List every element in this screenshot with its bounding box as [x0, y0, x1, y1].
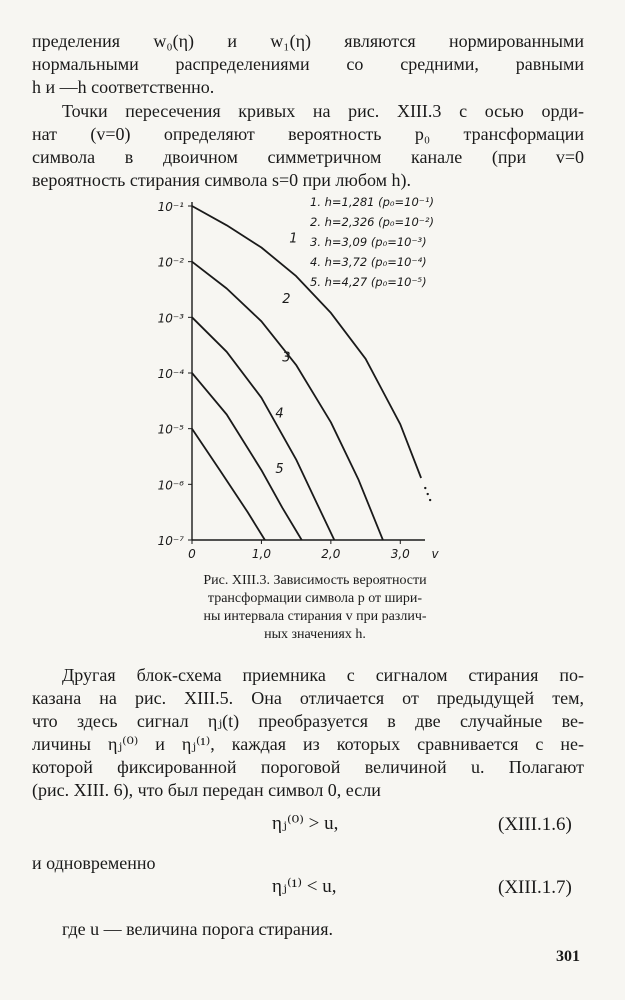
text-line: (рис. XIII. 6), что был передан символ 0, если — [32, 780, 381, 800]
text-line: h и —h соответственно. — [32, 77, 215, 97]
paragraph-2 — [32, 100, 584, 192]
figure-xiii-3-chart — [150, 190, 470, 570]
text-line: личины ηⱼ⁽⁰⁾ и ηⱼ⁽¹⁾, каждая из которых сравнивается с не- — [32, 734, 584, 754]
curve-4 — [192, 373, 302, 540]
text-line: нормальными распределениями со средними, равными — [32, 54, 584, 74]
legend-entry: 1. h=1,281 (p₀=10⁻¹) — [310, 195, 434, 209]
curve-label-1: 1 — [289, 231, 298, 247]
page-number: 301 — [556, 948, 580, 965]
legend-entry: 5. h=4,27 (p₀=10⁻⁵) — [310, 275, 427, 289]
equation-number: (XIII.1.7) — [498, 877, 572, 898]
curve-5 — [192, 429, 265, 540]
equation-xiii-1-7: ηⱼ⁽¹⁾ < u, — [272, 876, 337, 897]
text-line: Точки пересечения кривых на рис. XIII.3 с осью орди- — [62, 101, 584, 121]
y-tick-label: 10⁻⁶ — [157, 478, 184, 493]
caption-line: ных значениях h. — [264, 627, 366, 642]
y-tick-label: 10⁻⁷ — [157, 534, 184, 548]
legend-entry: 3. h=3,09 (p₀=10⁻³) — [310, 235, 427, 249]
x-tick-label: 3,0 — [390, 547, 410, 561]
curve-label-2: 2 — [282, 292, 291, 308]
text-line: что здесь сигнал ηⱼ(t) преобразуется в две случайные ве- — [32, 711, 584, 731]
y-tick-label: 10⁻⁵ — [157, 422, 184, 437]
continuation-dot — [424, 487, 426, 489]
paragraph-4: и одновременно — [32, 853, 156, 873]
equation-number: (XIII.1.6) — [498, 814, 572, 835]
curve-label-3: 3 — [282, 350, 291, 366]
paragraph-3 — [32, 664, 584, 802]
continuation-dot — [427, 493, 429, 495]
equation-xiii-1-6: ηⱼ⁽⁰⁾ > u, — [272, 813, 339, 834]
text-line: казана на рис. XIII.5. Она отличается от предыдущей тем, — [32, 688, 584, 708]
curve-3 — [192, 317, 334, 540]
caption-line: ны интервала стирания v при различ- — [203, 609, 427, 624]
figure-caption — [150, 572, 480, 644]
legend-entry: 2. h=2,326 (p₀=10⁻²) — [310, 215, 434, 229]
y-tick-label: 10⁻² — [157, 255, 184, 270]
y-tick-label: 10⁻³ — [157, 311, 184, 326]
x-tick-label: v — [431, 547, 439, 561]
text-line: пределения w₀(η) и w₁(η) являются нормированными — [32, 31, 584, 51]
chart-legend — [310, 195, 434, 289]
curve-label-5: 5 — [275, 461, 284, 477]
curve-label-4: 4 — [275, 406, 284, 422]
continuation-dot — [429, 499, 431, 501]
x-tick-label: 1,0 — [251, 547, 271, 561]
text-line: символа в двоичном симметричном канале (при v=0 — [32, 147, 584, 167]
legend-entry: 4. h=3,72 (p₀=10⁻⁴) — [310, 255, 427, 269]
y-tick-label: 10⁻⁴ — [157, 367, 184, 381]
x-tick-label: 0 — [188, 547, 196, 561]
paragraph-5: где u — величина порога стирания. — [62, 919, 333, 939]
y-tick-label: 10⁻¹ — [157, 200, 184, 214]
text-line: Другая блок-схема приемника с сигналом стирания по- — [62, 665, 584, 685]
text-line: вероятность стирания символа s=0 при любом h). — [32, 170, 412, 190]
paragraph-1 — [32, 30, 584, 99]
x-tick-label: 2,0 — [321, 547, 341, 561]
text-line: нат (v=0) определяют вероятность p₀ трансформации — [32, 124, 584, 144]
text-line: которой фиксированной пороговой величиной u. Полагают — [32, 757, 584, 777]
caption-line: трансформации символа p от шири- — [207, 591, 423, 606]
caption-line: Рис. XIII.3. Зависимость вероятности — [203, 573, 427, 588]
